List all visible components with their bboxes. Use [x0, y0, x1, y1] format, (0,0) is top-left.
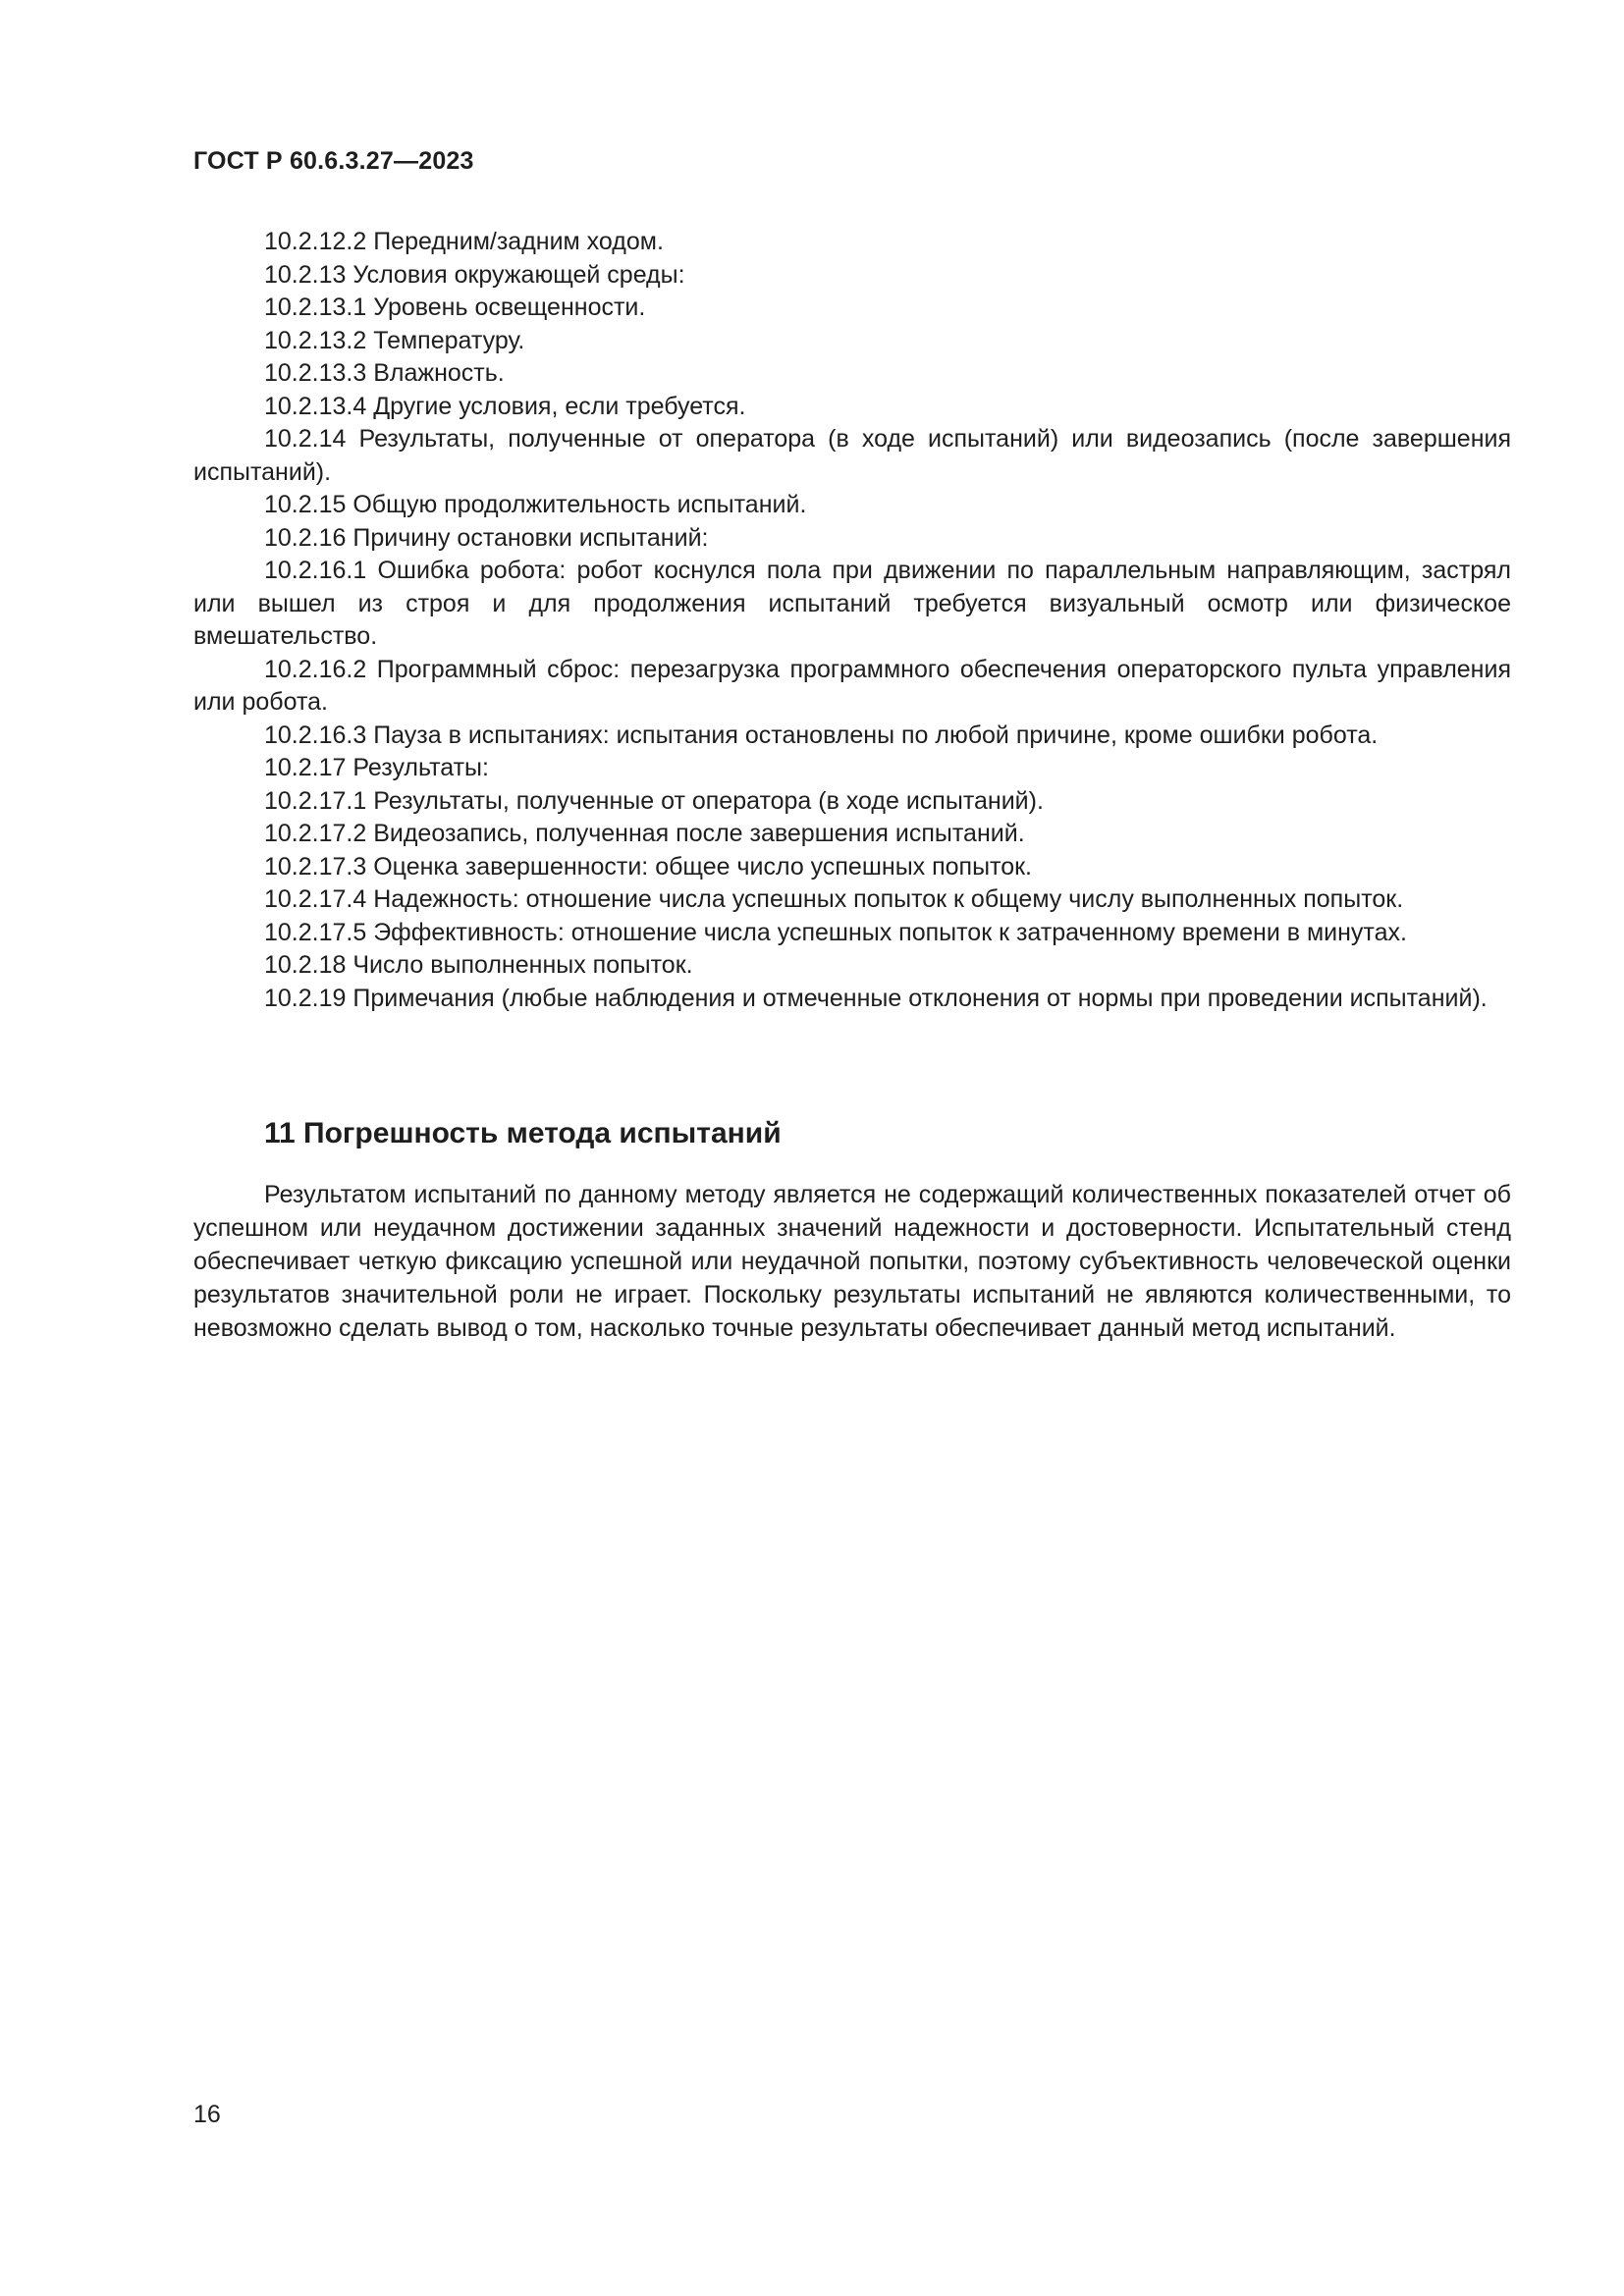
clause-item: 10.2.12.2 Передним/задним ходом.	[264, 228, 664, 255]
section-paragraph: Результатом испытаний по данному методу является не содержащий количественных показателей отчет об успешном или неудачном достижении заданных значений надежности и достоверности. Испытательный стенд обеспечивает четкую фиксацию успешной или неудачной попытки, поэтому субъективность человеческой оценки результатов значительной роли не играет. Поскольку результаты испытаний не являются количественными, то невозможно сделать вывод о том, насколько точные результаты обеспечивает данный метод испытаний.	[193, 1181, 1511, 1342]
clause-item: 10.2.16 Причину остановки испытаний:	[264, 523, 709, 552]
clause-item: 10.2.16.3 Пауза в испытаниях: испытания остановлены по любой причине, кроме ошибки робота.	[264, 721, 1379, 749]
clause-item: 10.2.17 Результаты:	[264, 754, 489, 781]
page-number: 16	[193, 2101, 221, 2128]
clause-item: 10.2.19 Примечания (любые наблюдения и отмеченные отклонения от нормы при проведении испытаний).	[264, 984, 1488, 1012]
section-heading: 11 Погрешность метода испытаний	[264, 1117, 782, 1149]
clause-item: 10.2.17.5 Эффективность: отношение числа успешных попыток к затраченному времени в минутах.	[264, 918, 1407, 946]
section-body	[193, 1178, 1511, 1345]
clause-item: 10.2.14 Результаты, полученные от оператора (в ходе испытаний) или видеозапись (после завершения испытаний).	[193, 425, 1511, 486]
clause-item: 10.2.17.1 Результаты, полученные от оператора (в ходе испытаний).	[264, 786, 1044, 815]
clause-item: 10.2.18 Число выполненных попыток.	[264, 951, 693, 979]
clause-item: 10.2.13.1 Уровень освещенности.	[264, 294, 646, 321]
clause-item: 10.2.16.2 Программный сброс: перезагрузка программного обеспечения операторского пульта управления или робота.	[193, 655, 1511, 716]
clause-item: 10.2.15 Общую продолжительность испытаний.	[264, 491, 807, 518]
clause-item: 10.2.13.4 Другие условия, если требуется.	[264, 392, 746, 420]
clause-item: 10.2.17.4 Надежность: отношение числа успешных попыток к общему числу выполненных попыток.	[264, 885, 1404, 913]
clause-list	[193, 226, 1511, 1015]
clause-item: 10.2.13 Условия окружающей среды:	[264, 260, 685, 289]
clause-item: 10.2.17.2 Видеозапись, полученная после завершения испытаний.	[264, 820, 1025, 847]
clause-item: 10.2.17.3 Оценка завершенности: общее число успешных попыток.	[264, 852, 1033, 881]
clause-item: 10.2.13.2 Температуру.	[264, 326, 525, 354]
clause-item: 10.2.16.1 Ошибка робота: робот коснулся пола при движении по параллельным направляющим, застрял или вышел из строя и для продолжения испытаний требуется визуальный осмотр или физическое вмешательство.	[193, 557, 1511, 650]
clause-item: 10.2.13.3 Влажность.	[264, 359, 505, 387]
document-header-code: ГОСТ Р 60.6.3.27—2023	[193, 147, 474, 175]
